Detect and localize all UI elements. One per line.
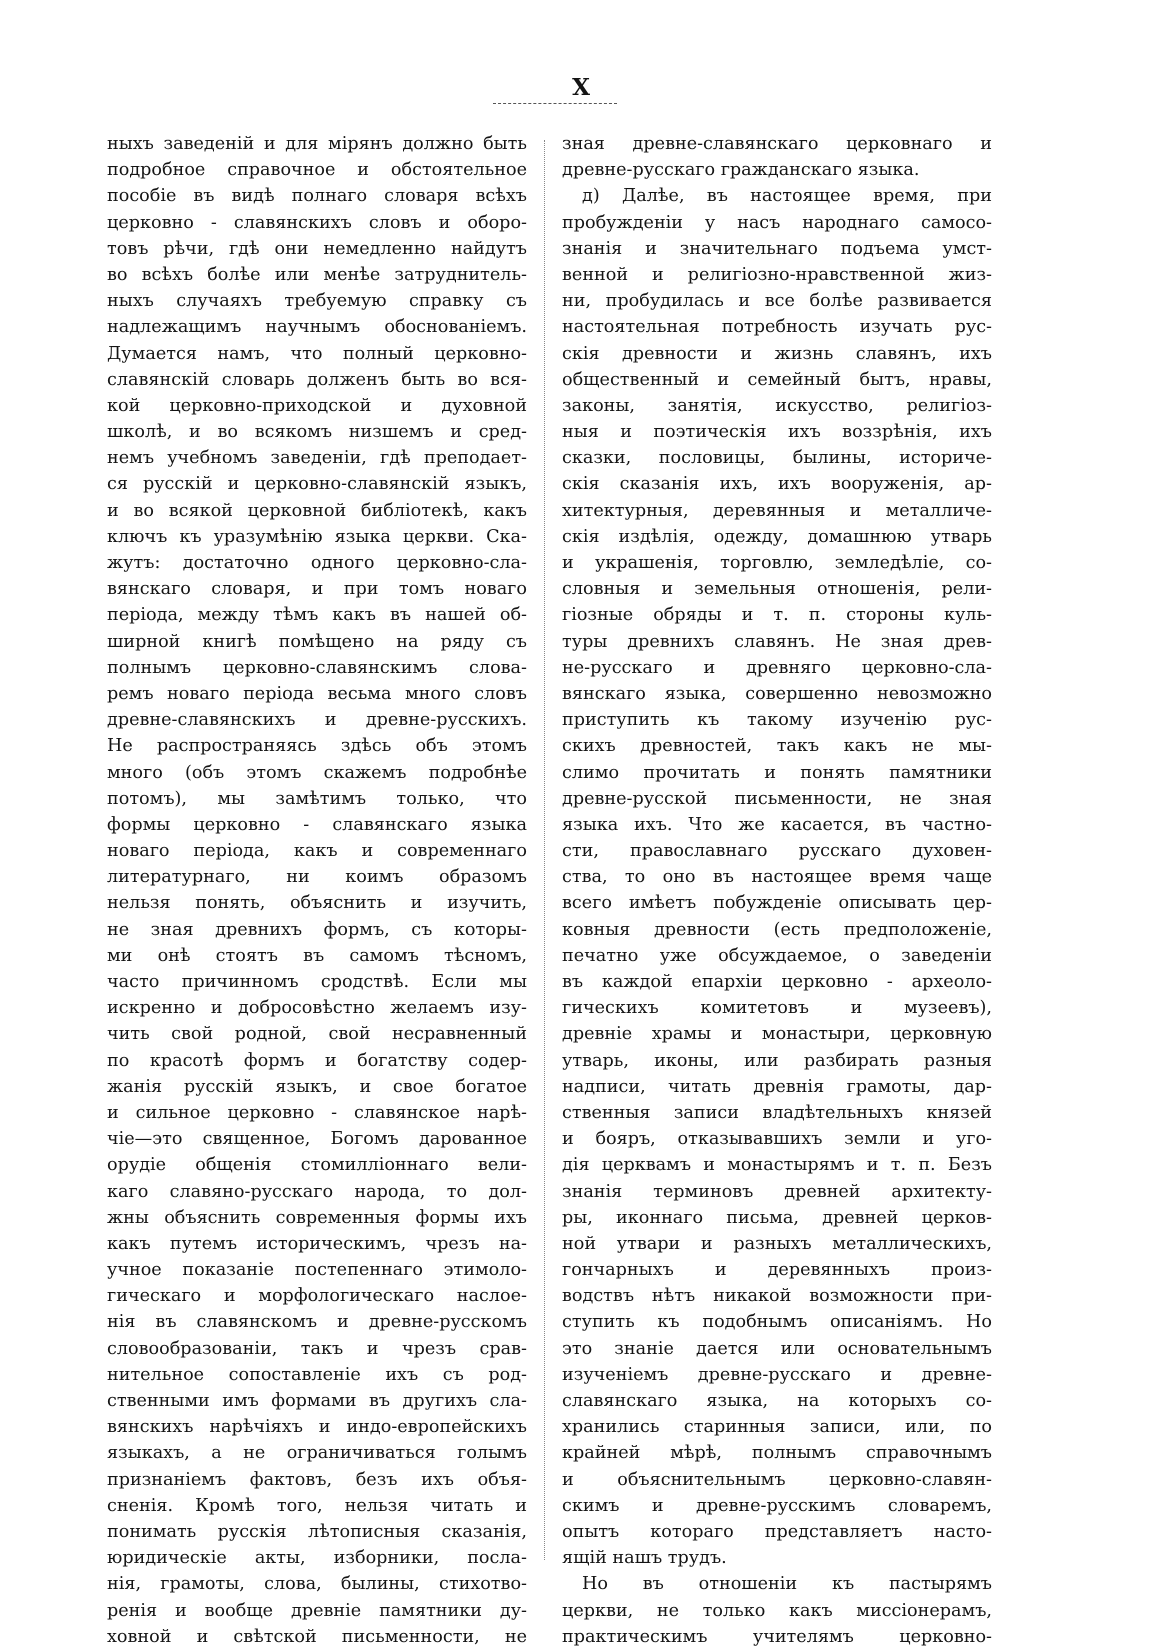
text-line: пособіе въ видѣ полнаго словаря всѣхъ: [107, 186, 527, 207]
text-line: какъ путемъ историческимъ, чрезъ на-: [107, 1233, 527, 1254]
text-line: ширной книгѣ помѣщено на ряду съ: [107, 631, 527, 652]
text-line: школѣ, и во всякомъ низшемъ и сред-: [107, 422, 527, 443]
text-line: и объяснительнымъ церковно-славян-: [562, 1469, 992, 1490]
text-line: приступить къ такому изученію рус-: [562, 710, 992, 731]
text-line: подробное справочное и обстоятельное: [107, 160, 527, 181]
text-line: формы церковно - славянскаго языка: [107, 814, 527, 835]
text-line: Но въ отношеніи къ пастырямъ: [582, 1574, 992, 1595]
text-line: ховной и свѣтской письменности, не: [107, 1626, 527, 1647]
text-line: знанія и значительнаго подъема умст-: [562, 238, 992, 259]
text-line: церковно - славянскихъ словъ и оборо-: [107, 212, 527, 233]
text-line: литературнаго, ни коимъ образомъ: [107, 867, 527, 888]
text-line: и украшенія, торговлю, земледѣліе, со-: [562, 553, 992, 573]
text-line: юридическіе акты, изборники, посла-: [107, 1548, 527, 1569]
text-line: языкахъ, а не ограничиваться голымъ: [107, 1443, 527, 1464]
text-line: печатно уже обсуждаемое, о заведеніи: [562, 945, 992, 966]
text-line: славянскаго языка, на которыхъ со-: [562, 1391, 992, 1411]
text-line: по красотѣ формъ и богатству содер-: [107, 1050, 527, 1071]
column-divider: [544, 140, 545, 1560]
text-line: надлежащимъ научнымъ обоснованіемъ.: [107, 317, 527, 338]
text-line: во всѣхъ болѣе или менѣе затруднитель-: [107, 264, 527, 285]
text-line: Думается намъ, что полный церковно-: [107, 343, 527, 364]
text-line: ныя и поэтическія ихъ воззрѣнія, ихъ: [562, 422, 992, 443]
text-line: это знаніе дается или основательнымъ: [562, 1338, 992, 1359]
text-line: ремъ новаго періода весьма много словъ: [107, 683, 527, 704]
text-line: вянскихъ нарѣчіяхъ и индо-европейскихъ: [107, 1417, 527, 1438]
text-line: хитектурныя, деревянныя и металличе-: [562, 500, 992, 521]
text-line: скихъ древностей, такъ какъ не мы-: [562, 736, 992, 757]
text-line: утварь, иконы, или разбирать разныя: [562, 1050, 992, 1071]
text-line: ры, иконнаго письма, древней церков-: [562, 1207, 992, 1228]
text-line: жанія русскій языкъ, и свое богатое: [107, 1076, 527, 1097]
text-line: настоятельная потребность изучать рус-: [562, 317, 992, 338]
page-number: X: [572, 74, 591, 101]
text-line: скія древности и жизнь славянъ, ихъ: [562, 343, 992, 364]
text-line: жны объяснить современныя формы ихъ: [107, 1207, 527, 1228]
text-line: ми онѣ стоятъ въ самомъ тѣсномъ,: [107, 945, 527, 966]
text-line: кой церковно-приходской и духовной: [107, 395, 527, 416]
text-line: и сильное церковно - славянское нарѣ-: [107, 1102, 527, 1123]
text-line: ныхъ заведеній и для мірянъ должно быть: [107, 134, 527, 154]
text-line: древніе храмы и монастыри, церковную: [562, 1024, 992, 1045]
text-line: въ каждой епархіи церковно - археоло-: [562, 972, 992, 992]
text-line: признаніемъ фактовъ, безъ ихъ объя-: [107, 1469, 527, 1490]
text-line: сказки, пословицы, былины, историче-: [562, 448, 992, 469]
text-line: чить свой родной, свой несравненный: [107, 1024, 527, 1045]
text-line: водствъ нѣтъ никакой возможности при-: [562, 1286, 992, 1307]
text-line: пробужденіи у насъ народнаго самосо-: [562, 212, 992, 233]
text-line: туры древнихъ славянъ. Не зная древ-: [562, 631, 992, 652]
text-line: нельзя понять, объяснить и изучить,: [107, 893, 527, 914]
text-line: крайней мѣрѣ, полнымъ справочнымъ: [562, 1443, 992, 1464]
text-line: словообразованіи, такъ и чрезъ срав-: [107, 1338, 527, 1359]
text-line: гическихъ комитетовъ и музеевъ),: [562, 998, 992, 1019]
text-line: учное показаніе постепеннаго этимоло-: [107, 1260, 527, 1281]
text-line: скія сказанія ихъ, ихъ вооруженія, ар-: [562, 474, 992, 495]
text-line: опытъ котораго представляетъ насто-: [562, 1521, 992, 1542]
text-line: ся русскій и церковно-славянскій языкъ,: [107, 474, 527, 495]
text-line: практическимъ учителямъ церковно-: [562, 1626, 992, 1647]
text-line: сти, православнаго русскаго духовен-: [562, 841, 992, 862]
text-line: древне-русской письменности, не зная: [562, 788, 992, 809]
text-line: искренно и добросовѣстно желаемъ изу-: [107, 998, 527, 1019]
text-line: ковныя древности (есть предположеніе,: [562, 919, 992, 940]
text-line: періода, между тѣмъ какъ въ нашей об-: [107, 605, 527, 626]
text-line: ной утвари и разныхъ металлическихъ,: [562, 1233, 992, 1254]
text-line: не зная древнихъ формъ, съ которы-: [107, 919, 527, 940]
text-line: понимать русскія лѣтописныя сказанія,: [107, 1521, 527, 1542]
text-line: скія издѣлія, одежду, домашнюю утварь: [562, 526, 992, 547]
text-line: ступить къ подобнымъ описаніямъ. Но: [562, 1312, 992, 1333]
text-line: ящій нашъ трудъ.: [562, 1548, 727, 1569]
text-line: надписи, читать древнія грамоты, дар-: [562, 1076, 992, 1097]
text-line: много (объ этомъ скажемъ подробнѣе: [107, 762, 527, 783]
text-line: изученіемъ древне-русскаго и древне-: [562, 1364, 992, 1385]
right-text-column: [562, 131, 992, 1650]
text-line: часто причинномъ сродствѣ. Если мы: [107, 972, 527, 992]
text-line: д) Далѣе, въ настоящее время, при: [582, 186, 992, 207]
text-line: вянскаго словаря, и при томъ новаго: [107, 579, 527, 600]
text-line: зная древне-славянскаго церковнаго и: [562, 134, 992, 154]
text-line: не-русскаго и древняго церковно-сла-: [562, 657, 992, 678]
text-line: законы, занятія, искусство, религіоз-: [562, 395, 992, 416]
text-line: каго славяно-русскаго народа, то дол-: [107, 1181, 527, 1202]
text-line: вянскаго языка, совершенно невозможно: [562, 683, 992, 704]
text-line: знанія терминовъ древней архитекту-: [562, 1181, 992, 1202]
text-line: Не распространяясь здѣсь объ этомъ: [107, 736, 527, 757]
text-line: церкви, не только какъ миссіонерамъ,: [562, 1600, 992, 1621]
text-line: новаго періода, какъ и современнаго: [107, 841, 527, 862]
text-line: всего имѣетъ побужденіе описывать цер-: [562, 893, 992, 914]
text-line: древне-русскаго гражданскаго языка.: [562, 160, 920, 181]
text-line: ства, то оно въ настоящее время чаще: [562, 867, 992, 888]
text-line: ственными имъ формами въ другихъ сла-: [107, 1391, 527, 1411]
text-line: ренія и вообще древніе памятники ду-: [107, 1600, 527, 1621]
text-line: хранились старинныя записи, или, по: [562, 1417, 992, 1438]
text-line: скимъ и древне-русскимъ словаремъ,: [562, 1495, 992, 1516]
text-line: полнымъ церковно-славянскимъ слова-: [107, 657, 527, 678]
text-line: ныхъ случаяхъ требуемую справку съ: [107, 291, 527, 312]
text-line: славянскій словарь долженъ быть во вся-: [107, 369, 527, 390]
text-line: венной и религіозно-нравственной жиз-: [562, 264, 992, 285]
text-line: слимо прочитать и понять памятники: [562, 762, 992, 783]
text-line: ключъ къ уразумѣнію языка церкви. Ска-: [107, 526, 527, 547]
text-line: нія, грамоты, слова, былины, стихотво-: [107, 1574, 527, 1595]
header-rule: [493, 103, 617, 104]
text-line: общественный и семейный бытъ, нравы,: [562, 369, 992, 390]
text-line: жутъ: достаточно одного церковно-сла-: [107, 553, 527, 573]
text-line: гическаго и морфологическаго наслое-: [107, 1286, 527, 1307]
text-line: и во всякой церковной библіотекѣ, какъ: [107, 500, 527, 521]
text-line: гончарныхъ и деревянныхъ произ-: [562, 1260, 992, 1281]
text-line: ственныя записи владѣтельныхъ князей: [562, 1102, 992, 1123]
text-line: языка ихъ. Что же касается, въ частно-: [562, 814, 992, 835]
text-line: ни, пробудилась и все болѣе развивается: [562, 291, 992, 312]
text-line: дія церквамъ и монастырямъ и т. п. Безъ: [562, 1155, 992, 1176]
text-line: орудіе общенія стомилліоннаго вели-: [107, 1155, 527, 1176]
text-line: сненія. Кромѣ того, нельзя читать и: [107, 1495, 527, 1516]
text-line: немъ учебномъ заведеніи, гдѣ преподает-: [107, 448, 527, 469]
text-line: словныя и земельныя отношенія, рели-: [562, 579, 992, 600]
text-line: нительное сопоставленіе ихъ съ род-: [107, 1364, 527, 1385]
text-line: потомъ), мы замѣтимъ только, что: [107, 788, 527, 809]
text-line: и бояръ, отказывавшихъ земли и уго-: [562, 1129, 992, 1150]
text-line: гіозные обряды и т. п. стороны куль-: [562, 605, 992, 626]
text-line: нія въ славянскомъ и древне-русскомъ: [107, 1312, 527, 1333]
text-line: товъ рѣчи, гдѣ они немедленно найдутъ: [107, 238, 527, 259]
left-text-column: [107, 131, 527, 1650]
text-line: чіе—это священное, Богомъ дарованное: [107, 1129, 527, 1150]
text-line: древне-славянскихъ и древне-русскихъ.: [107, 710, 527, 731]
